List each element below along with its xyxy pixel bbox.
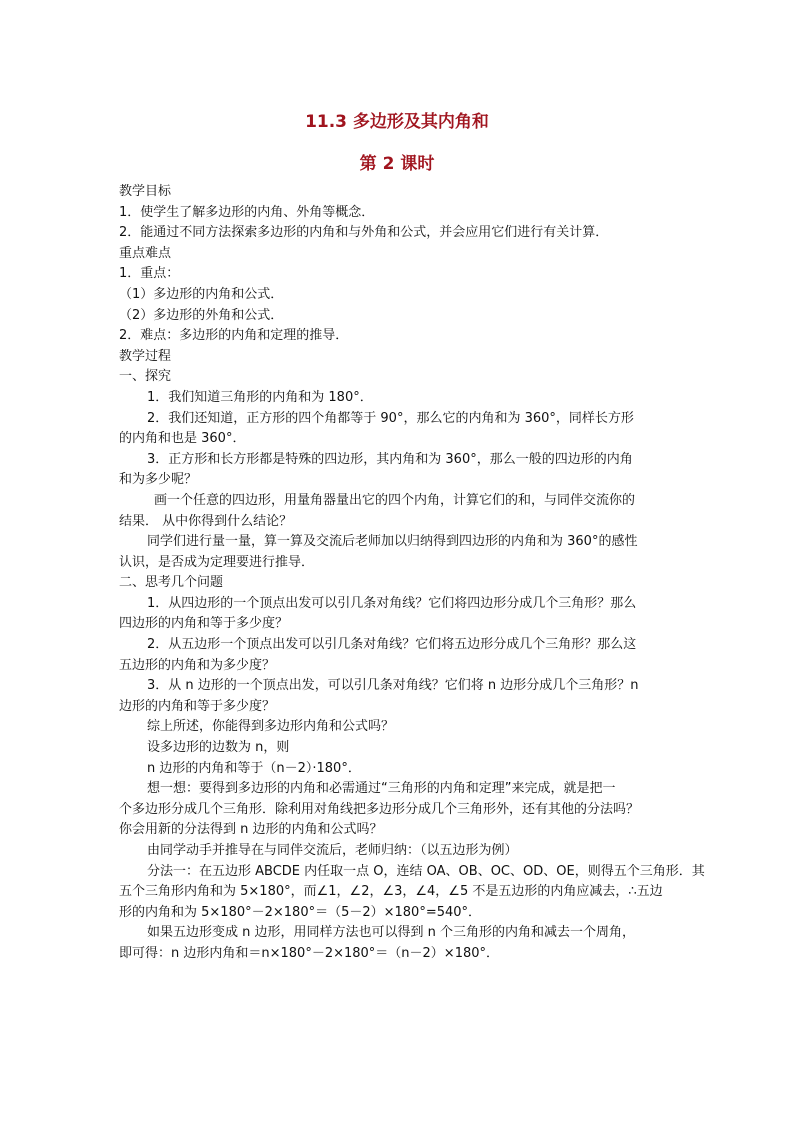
- text-line: 3．从 n 边形的一个顶点出发，可以引几条对角线？它们将 n 边形分成几个三角形？n: [147, 678, 639, 694]
- section-heading: 重点难点: [119, 245, 172, 261]
- text-line: 设多边形的边数为 n，则: [147, 740, 290, 756]
- text-line: 综上所述，你能得到多边形内角和公式吗？: [147, 719, 395, 735]
- text-line: 的内角和也是 360°．: [119, 431, 246, 447]
- text-line: 如果五边形变成 n 边形，用同样方法也可以得到 n 个三角形的内角和减去一个周角，: [147, 925, 636, 941]
- text-line: 1．重点：: [119, 266, 180, 282]
- text-line: 想一想：要得到多边形的内角和必需通过“三角形的内角和定理”来完成，就是把一: [147, 781, 616, 797]
- text-line: 2．从五边形一个顶点出发可以引几条对角线？它们将五边形分成几个三角形？那么这: [147, 637, 637, 653]
- text-line: 五个三角形内角和为 5×180°，而∠1，∠2，∠3，∠4，∠5 不是五边形的内角应减去，∴五边: [119, 884, 663, 900]
- text-line: 形的内角和为 5×180°－2×180°＝（5－2）×180°=540°．: [119, 904, 482, 920]
- page-subtitle: 第 2 课时: [359, 154, 435, 174]
- text-line: 由同学动手并推导在与同伴交流后，老师归纳：（以五边形为例）: [147, 843, 518, 858]
- text-line: 3．正方形和长方形都是特殊的四边形，其内角和为 360°，那么一般的四边形的内角: [147, 451, 633, 467]
- text-line: 认识，是否成为定理要进行推导．: [119, 554, 315, 570]
- text-line: 五边形的内角和为多少度？: [119, 657, 276, 673]
- text-line: （2）多边形的外角和公式．: [119, 307, 284, 323]
- text-line: 个多边形分成几个三角形．除利用对角线把多边形分成几个三角形外，还有其他的分法吗？: [119, 801, 640, 817]
- page-title: 11.3 多边形及其内角和: [305, 112, 489, 132]
- section-heading: 一、探究: [119, 369, 172, 385]
- text-line: 边形的内角和等于多少度？: [119, 698, 276, 714]
- text-line: 1．使学生了解多边形的内角、外角等概念．: [119, 204, 375, 220]
- text-line: 结果． 从中你得到什么结论？: [119, 513, 293, 529]
- text-line: 分法一：在五边形 ABCDE 内任取一点 O，连结 OA、OB、OC、OD、OE，则得五个三角形．其: [147, 863, 705, 879]
- section-heading: 教学目标: [119, 184, 172, 199]
- text-line: （1）多边形的内角和公式．: [119, 286, 284, 302]
- formula-line: n 边形的内角和等于（n－2）·180°．: [147, 760, 361, 776]
- text-line: 1．我们知道三角形的内角和为 180°．: [147, 389, 373, 405]
- text-line: 同学们进行量一量，算一算及交流后老师加以归纳得到四边形的内角和为 360°的感性: [147, 534, 638, 550]
- document-body: [119, 182, 705, 965]
- formula-line: 即可得：n 边形内角和＝n×180°－2×180°＝（n－2）×180°．: [119, 945, 500, 961]
- text-line: 和为多少呢？: [119, 472, 198, 488]
- text-line: 四边形的内角和等于多少度？: [119, 616, 289, 632]
- text-line: 1．从四边形的一个顶点出发可以引几条对角线？它们将四边形分成几个三角形？那么: [147, 595, 637, 611]
- text-line: 2．我们还知道，正方形的四个角都等于 90°，那么它的内角和为 360°，同样长方形: [147, 410, 634, 426]
- text-line: 你会用新的分法得到 n 边形的内角和公式吗？: [119, 822, 383, 838]
- section-heading: 教学过程: [119, 348, 172, 364]
- text-line: 2．难点：多边形的内角和定理的推导．: [119, 328, 349, 344]
- text-line: 2．能通过不同方法探索多边形的内角和与外角和公式，并会应用它们进行有关计算．: [119, 225, 609, 241]
- section-heading: 二、思考几个问题: [119, 575, 224, 591]
- text-line: 画一个任意的四边形，用量角器量出它的四个内角，计算它们的和，与同伴交流你的: [154, 492, 636, 508]
